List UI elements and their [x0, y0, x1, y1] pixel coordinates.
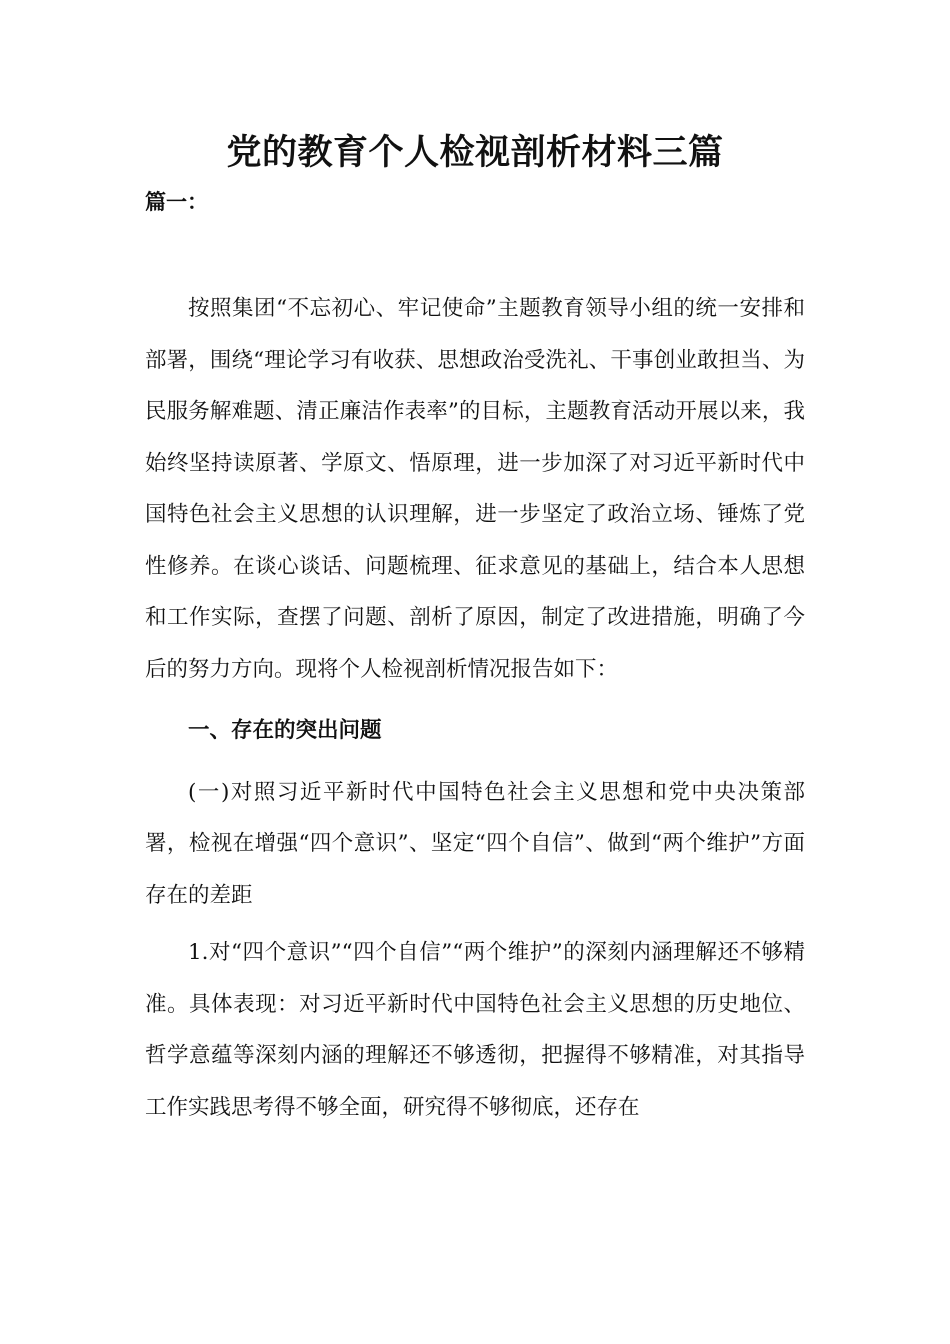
subsection-paragraph: (一)对照习近平新时代中国特色社会主义思想和党中央决策部署，检视在增强“四个意识”、坚定“四个自信”、做到“两个维护”方面存在的差距	[145, 779, 805, 908]
part-label: 篇一：	[145, 189, 208, 214]
document-body	[145, 283, 805, 1133]
intro-paragraph: 按照集团“不忘初心、牢记使命”主题教育领导小组的统一安排和部署，围绕“理论学习有收获、思想政治受洗礼、干事创业敢担当、为民服务解难题、清正廉洁作表率”的目标，主题教育活动开展以来，我始终坚持读原著、学原文、悟原理，进一步加深了对习近平新时代中国特色社会主义思想的认识理解，进一步坚定了政治立场、锤炼了党性修养。在谈心谈话、问题梳理、征求意见的基础上，结合本人思想和工作实际，查摆了问题、剖析了原因，制定了改进措施，明确了今后的努力方向。现将个人检视剖析情况报告如下：	[145, 296, 805, 682]
document-title: 党的教育个人检视剖析材料三篇	[226, 132, 724, 173]
section-heading: 一、存在的突出问题	[188, 718, 382, 743]
item-paragraph: 1.对“四个意识”“四个自信”“两个维护”的深刻内涵理解还不够精准。具体表现：对习近平新时代中国特色社会主义思想的历史地位、哲学意蕴等深刻内涵的理解还不够透彻，把握得不够精准，对其指导工作实践思考得不够全面，研究得不够彻底，还存在	[145, 940, 805, 1120]
